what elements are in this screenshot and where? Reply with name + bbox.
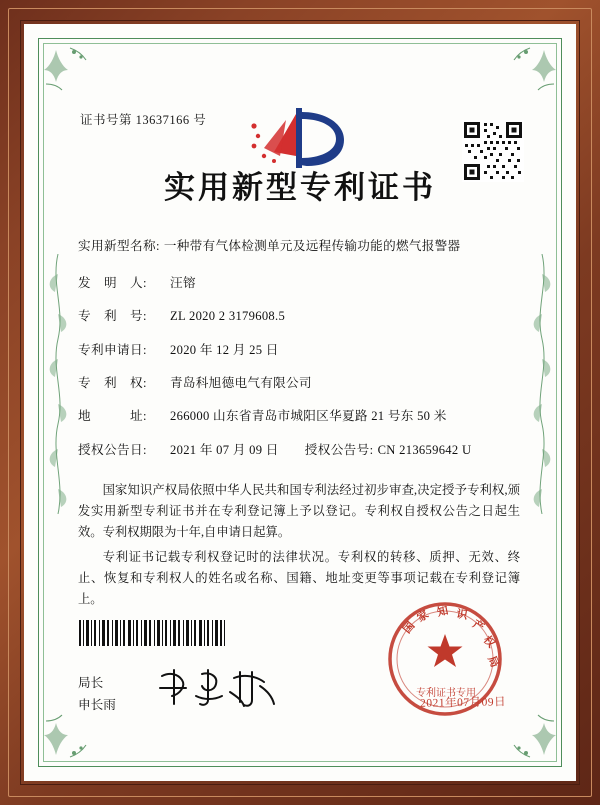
certificate-content (70, 66, 530, 738)
signature-block (78, 673, 116, 716)
application-date-label: 专利申请日: (78, 342, 147, 357)
utility-model-name-value: 一种带有气体检测单元及远程传输功能的燃气报警器 (163, 239, 461, 253)
address-label: 地 址: (78, 409, 147, 424)
svg-text:国: 国 (401, 619, 418, 636)
certificate-paper (24, 24, 576, 781)
patentee-label: 专 利 权: (78, 376, 147, 391)
field-row (78, 274, 522, 293)
page-title: 实用新型专利证书 (164, 170, 436, 205)
handwritten-signature-icon (156, 666, 286, 710)
director-name: 申长雨 (78, 697, 116, 712)
legal-paragraph-2: 专利证书记载专利权登记时的法律状况。专利权的转移、质押、无效、终止、恢复和专利权人的姓名或名称、国籍、地址变更等事项记载在专利登记簿上。 (78, 550, 520, 607)
utility-model-name-label: 实用新型名称: (78, 239, 160, 253)
inventor-value: 汪镕 (170, 275, 196, 290)
field-row (78, 374, 522, 393)
barcode-icon (78, 620, 226, 646)
svg-text:专利证书专用: 专利证书专用 (416, 688, 476, 699)
inventor-label: 发 明 人: (78, 275, 147, 290)
svg-text:产: 产 (470, 618, 487, 635)
certificate-number: 证书号第 13637166 号 (80, 113, 207, 127)
grant-date-label: 授权公告日: (78, 442, 147, 457)
vine-flourish-icon (529, 254, 555, 514)
patent-number-label: 专 利 号: (78, 309, 147, 324)
announcement-number-label: 授权公告号: (304, 442, 374, 457)
legal-paragraph-1: 国家知识产权局依照中华人民共和国专利法经过初步审查,决定授予专利权,颁发实用新型专利证书并在专利登记簿上予以登记。专利权自授权公告之日起生效。专利权期限为十年,自申请日起算。 (78, 482, 520, 540)
cnipa-logo-icon (240, 104, 360, 172)
patent-number-value: ZL 2020 2 3179608.5 (170, 309, 286, 324)
announcement-number-value: CN 213659642 U (377, 442, 472, 457)
field-row (78, 237, 522, 256)
application-date-value: 2020 年 12 月 25 日 (170, 342, 279, 357)
vine-flourish-icon (45, 254, 71, 514)
seal-date: 2021年07月09日 (419, 696, 507, 710)
svg-text:权: 权 (480, 633, 498, 651)
svg-text:局: 局 (485, 654, 501, 670)
field-row (78, 341, 522, 360)
field-row (78, 407, 522, 426)
svg-text:家: 家 (415, 608, 431, 625)
svg-text:识: 识 (455, 608, 469, 622)
svg-text:知: 知 (436, 604, 450, 619)
qr-code-icon (462, 120, 524, 182)
certificate-fields (70, 237, 530, 460)
field-row (78, 307, 522, 326)
field-row (78, 441, 522, 460)
director-label: 局长 (78, 676, 104, 691)
patentee-value: 青岛科旭德电气有限公司 (170, 376, 312, 391)
legal-text (70, 480, 530, 611)
grant-date-value: 2021 年 07 月 09 日 (170, 442, 279, 457)
address-value: 266000 山东省青岛市城阳区华夏路 21 号东 50 米 (170, 409, 447, 424)
